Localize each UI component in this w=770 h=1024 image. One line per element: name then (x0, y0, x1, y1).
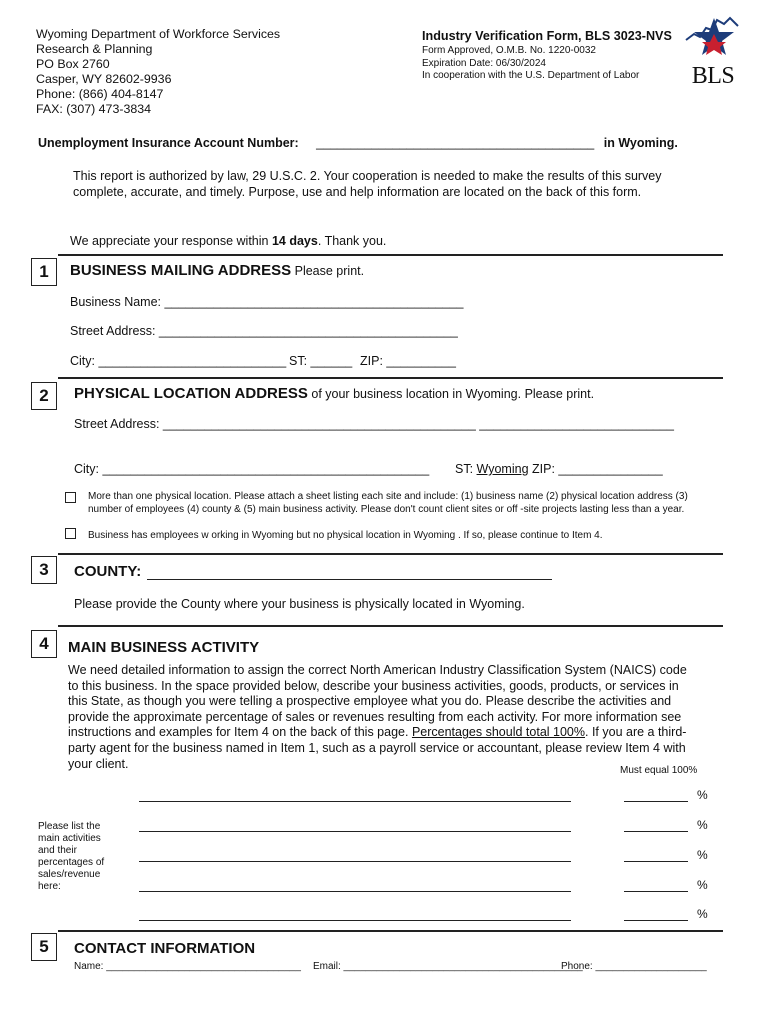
mailing-zip-field[interactable]: ZIP: __________ (360, 354, 456, 368)
percent-sign: % (697, 878, 708, 892)
percent-sign: % (697, 907, 708, 921)
ui-account-label: Unemployment Insurance Account Number: (38, 136, 299, 150)
multiple-locations-text (88, 491, 688, 516)
contact-name-field[interactable]: Name: ___________________________________ (74, 961, 301, 972)
must-equal-note: Must equal 100% (620, 765, 698, 776)
mailing-state-field[interactable]: ST: ______ (289, 354, 353, 368)
physical-city-field[interactable]: City: _______________________________________________ (74, 462, 430, 476)
agency-address (36, 27, 280, 117)
agency-line: FAX: (307) 473-3834 (36, 102, 152, 116)
intro-paragraph (73, 168, 662, 200)
section-1-rule (58, 254, 723, 256)
contact-phone-field[interactable]: Phone: ____________________ (561, 961, 707, 972)
appreciation-thanks: . Thank you. (317, 234, 387, 248)
appreciation-text: We appreciate your response within (70, 234, 272, 248)
section-2-title: PHYSICAL LOCATION ADDRESS (74, 385, 308, 402)
section-2-note: of your business location in Wyoming. Please print. (307, 387, 595, 401)
section-5-rule (58, 930, 723, 932)
section-2-rule (58, 377, 723, 379)
section-5-number: 5 (31, 933, 57, 961)
section-1-note: Please print. (291, 264, 365, 278)
percent-sign: % (697, 788, 708, 802)
intro-line: complete, accurate, and timely. Purpose, use and help information are located on the back of this form. (73, 185, 642, 199)
bls-logo (684, 14, 744, 89)
activity-line[interactable] (139, 920, 571, 921)
ui-account-suffix: in Wyoming. (603, 136, 678, 150)
bls-logo-text: BLS (691, 63, 735, 89)
section-4-rule (58, 625, 723, 627)
physical-state-value: Wyoming (476, 462, 529, 476)
intro-line: This report is authorized by law, 29 U.S.C. 2. Your cooperation is needed to make the results of this survey (73, 169, 662, 183)
omb-number: Form Approved, O.M.B. No. 1220-0032 (422, 45, 596, 56)
section-5-title: CONTACT INFORMATION (74, 940, 256, 957)
section-1-number: 1 (31, 258, 57, 286)
section-4-title: MAIN BUSINESS ACTIVITY (68, 639, 260, 656)
agency-line: Phone: (866) 404-8147 (36, 87, 164, 101)
expiration-date: Expiration Date: 06/30/2024 (422, 57, 546, 69)
multiple-locations-line: More than one physical location. Please attach a sheet listing each site and include: (1) business name (2) physical location address (3) (88, 491, 688, 502)
mailing-street-field[interactable]: Street Address: ___________________________________________ (70, 324, 458, 338)
cooperation-note: In cooperation with the U.S. Department of Labor (422, 70, 640, 81)
section-4-instructions (68, 663, 698, 772)
section-3-rule (58, 553, 723, 555)
mailing-city-field[interactable]: City: ___________________________ (70, 354, 287, 368)
section-4-number: 4 (31, 630, 57, 658)
activity-line[interactable] (139, 891, 571, 892)
agency-line: PO Box 2760 (36, 57, 110, 71)
physical-zip-field[interactable]: ZIP: _______________ (528, 462, 663, 476)
instructions-text: We need detailed information to assign the correct North American Industry Classification System (NAICS) code to this business. In the space provided below, describe your business activities, goods, products, or services in this State, as though you were telling a prospective employee what you do. Please describe the activities and provide the approximate percentage of sales or revenues resulting from each activity. For more information see instructions and examples for Item 4 on the back of this page. (68, 663, 687, 740)
agency-line: Research & Planning (36, 42, 153, 56)
physical-state-zip (455, 462, 663, 476)
percent-sign: % (697, 818, 708, 832)
section-2-number: 2 (31, 382, 57, 410)
section-1-heading (70, 262, 364, 279)
county-field[interactable] (147, 579, 552, 580)
activity-percent-line[interactable] (624, 861, 688, 862)
activities-side-label: Please list the main activities and their percentages of sales/revenue here: (38, 821, 105, 892)
no-physical-location-text: Business has employees w orking in Wyoming but no physical location in Wyoming . If so, please continue to Item 4. (88, 530, 603, 541)
section-1-title: BUSINESS MAILING ADDRESS (70, 262, 292, 279)
multiple-locations-line: number of employees (4) county & (5) main business activity. Please don't count client sites or off -site projects lasting less than a year. (88, 503, 685, 515)
county-label: COUNTY: (74, 563, 142, 580)
ui-account-field[interactable]: ________________________________________ (316, 136, 595, 150)
section-2-heading (74, 385, 594, 402)
activity-percent-line[interactable] (624, 801, 688, 802)
form-header (422, 29, 672, 83)
instructions-text-end: . If you are a third-party agent for the business named in Item 1, such as a payroll service or accountant, please review Item 4 with your client. (68, 725, 687, 771)
activity-percent-line[interactable] (624, 831, 688, 832)
bls-star-icon (684, 14, 744, 64)
agency-line: Wyoming Department of Workforce Services (36, 27, 281, 41)
activity-percent-line[interactable] (624, 891, 688, 892)
physical-state-label: ST: (455, 462, 477, 476)
contact-email-field[interactable]: Email: ___________________________________________ (313, 961, 583, 972)
ui-account-row (38, 136, 678, 150)
activity-line[interactable] (139, 801, 571, 802)
section-3-number: 3 (31, 556, 57, 584)
no-physical-location-checkbox[interactable] (65, 528, 76, 539)
county-note: Please provide the County where your business is physically located in Wyoming. (74, 597, 525, 611)
form-title: Industry Verification Form, BLS 3023-NVS (422, 29, 672, 43)
percent-sign: % (697, 848, 708, 862)
activity-line[interactable] (139, 831, 571, 832)
appreciation-note (70, 234, 386, 248)
business-name-field[interactable]: Business Name: ___________________________________________ (70, 295, 464, 309)
instructions-emphasis: Percentages should total 100% (411, 725, 585, 740)
activity-line[interactable] (139, 861, 571, 862)
activity-percent-line[interactable] (624, 920, 688, 921)
appreciation-days: 14 days (271, 234, 318, 248)
physical-street-field[interactable]: Street Address: _____________________________________________ ____________________________ (74, 417, 674, 431)
agency-line: Casper, WY 82602-9936 (36, 72, 172, 86)
multiple-locations-checkbox[interactable] (65, 492, 76, 503)
